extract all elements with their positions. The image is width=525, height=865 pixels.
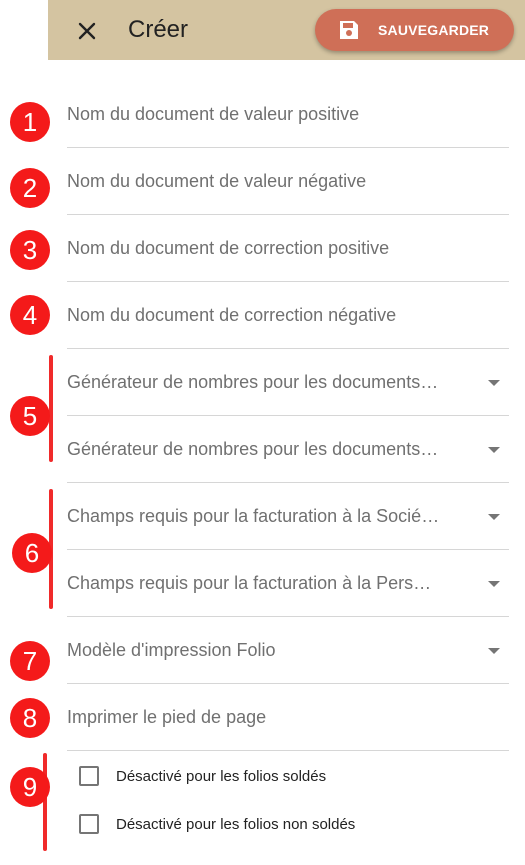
billing-company-label: Champs requis pour la facturation à la Socié… — [67, 506, 440, 526]
number-generator-select-1[interactable] — [67, 349, 509, 416]
negative-value-doc-placeholder: Nom du document de valeur négative — [67, 171, 367, 191]
dropdown-arrow-icon — [488, 447, 500, 453]
page-title: Créer — [128, 16, 189, 43]
disabled-unsettled-checkbox[interactable] — [79, 814, 99, 834]
negative-correction-doc-field[interactable] — [67, 282, 509, 349]
billing-person-select[interactable] — [67, 550, 509, 617]
annotation-badge-3: 3 — [10, 230, 50, 270]
positive-correction-doc-field[interactable] — [67, 215, 509, 282]
dropdown-arrow-icon — [488, 581, 500, 587]
dropdown-arrow-icon — [488, 648, 500, 654]
save-button[interactable] — [315, 9, 514, 51]
positive-value-doc-field[interactable] — [67, 81, 509, 148]
print-template-select[interactable] — [67, 617, 509, 684]
header-bar — [48, 0, 525, 60]
close-button[interactable] — [70, 17, 104, 45]
annotation-bracket-9 — [43, 753, 47, 851]
disabled-unsettled-checkbox-row[interactable] — [79, 811, 355, 837]
annotation-badge-7: 7 — [10, 641, 50, 681]
print-footer-field[interactable] — [67, 684, 509, 751]
print-template-label: Modèle d'impression Folio — [67, 640, 276, 660]
annotation-badge-8: 8 — [10, 698, 50, 738]
positive-value-doc-placeholder: Nom du document de valeur positive — [67, 104, 360, 124]
number-generator-label-1: Générateur de nombres pour les documents… — [67, 372, 439, 392]
close-icon[interactable] — [77, 21, 97, 41]
annotation-badge-2: 2 — [10, 168, 50, 208]
annotation-badge-9: 9 — [10, 767, 50, 807]
negative-value-doc-field[interactable] — [67, 148, 509, 215]
dropdown-arrow-icon — [488, 380, 500, 386]
annotation-bracket-5 — [49, 355, 53, 462]
number-generator-select-2[interactable] — [67, 416, 509, 483]
annotation-badge-1: 1 — [10, 102, 50, 142]
negative-correction-doc-placeholder: Nom du document de correction négative — [67, 305, 397, 325]
positive-correction-doc-placeholder: Nom du document de correction positive — [67, 238, 390, 258]
disabled-unsettled-label: Désactivé pour les folios non soldés — [116, 815, 356, 833]
billing-company-select[interactable] — [67, 483, 509, 550]
annotation-badge-5: 5 — [10, 396, 50, 436]
disabled-settled-checkbox[interactable] — [79, 766, 99, 786]
number-generator-label-2: Générateur de nombres pour les documents… — [67, 439, 439, 459]
annotation-badge-6: 6 — [12, 533, 52, 573]
disabled-settled-checkbox-row[interactable] — [79, 763, 326, 789]
billing-person-label: Champs requis pour la facturation à la Pers… — [67, 573, 432, 593]
dropdown-arrow-icon — [488, 514, 500, 520]
print-footer-label: Imprimer le pied de page — [67, 707, 267, 727]
annotation-badge-4: 4 — [10, 295, 50, 335]
disabled-settled-label: Désactivé pour les folios soldés — [116, 767, 327, 785]
save-button-label: SAUVEGARDER — [378, 22, 490, 38]
floppy-disk-icon — [337, 18, 361, 42]
